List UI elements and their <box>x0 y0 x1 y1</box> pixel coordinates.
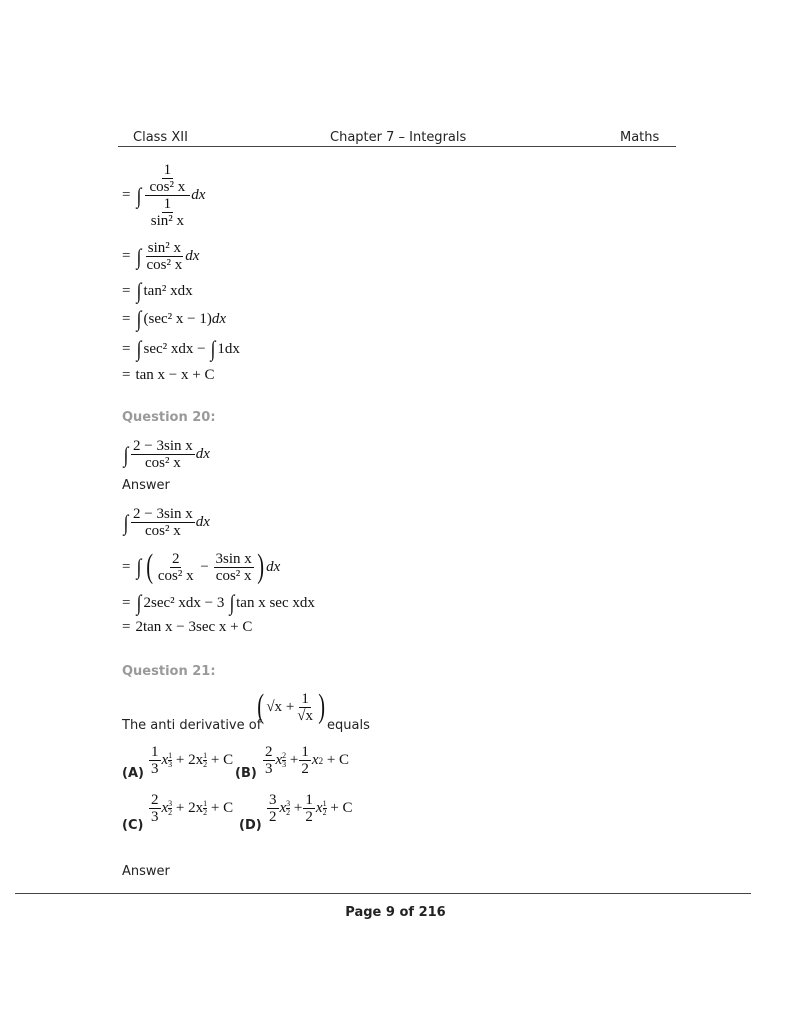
option-d-expression: 3 2 x 3 2 + $\frac{1}{2}$ x 1 2 + C <box>269 792 353 825</box>
question-21-expression: ( √x + $\frac{1}{√x}$ ) <box>257 688 326 725</box>
question-20-heading: Question 20: <box>122 410 216 425</box>
math-line: = ∫ $\frac{1}{\text{cos² x}}$ $\frac{1}{\text{sin² x}}$ dx <box>122 162 206 229</box>
question-21-heading: Question 21: <box>122 664 216 679</box>
answer-label: Answer <box>122 864 170 879</box>
math-line: = ∫ 2sec² xdx − 3 ∫ tan x sec xdx <box>122 590 315 615</box>
math-line: ∫ 2 − 3sin x cos² x dx <box>123 506 210 539</box>
option-a-label: (A) <box>122 766 144 781</box>
math-line: = ∫ sin² x cos² x dx <box>122 240 200 273</box>
header-subject: Maths <box>620 130 660 145</box>
option-b-label: (B) <box>235 766 257 781</box>
option-a-expression: 1 3 x 1 3 + 2x 1 2 + C <box>151 744 234 777</box>
math-line: = ∫ (sec² x − 1) dx <box>122 306 227 331</box>
answer-label: Answer <box>122 478 170 493</box>
question-21-text-end: equals <box>327 718 370 733</box>
footer-rule <box>15 893 751 894</box>
question-20-integral: ∫ 2 − 3sin x cos² x dx <box>123 438 210 471</box>
math-line: = ∫ tan² xdx <box>122 278 193 303</box>
math-line: = 2tan x − 3sec x + C <box>122 619 253 635</box>
option-c-expression: 2 3 x 3 2 + 2x 1 2 + C <box>151 792 234 825</box>
header-rule <box>118 146 676 147</box>
page-number: Page 9 of 216 <box>345 905 446 920</box>
math-line: = ∫ ( 2 cos² x − $\frac{\text{3sin x}}{\text{cos² x}}$ ) dx <box>122 548 281 585</box>
option-b-expression: 2 3 x 2 3 + $\frac{1}{2}$ x 2 + C <box>265 744 350 777</box>
header-chapter: Chapter 7 – Integrals <box>330 130 467 145</box>
math-line: = tan x − x + C <box>122 367 215 383</box>
option-d-label: (D) <box>239 818 262 833</box>
question-21-text: The anti derivative of <box>122 718 262 733</box>
option-c-label: (C) <box>122 818 144 833</box>
math-line: = ∫ sec² xdx − ∫ 1dx <box>122 336 240 361</box>
header-class: Class XII <box>133 130 188 145</box>
